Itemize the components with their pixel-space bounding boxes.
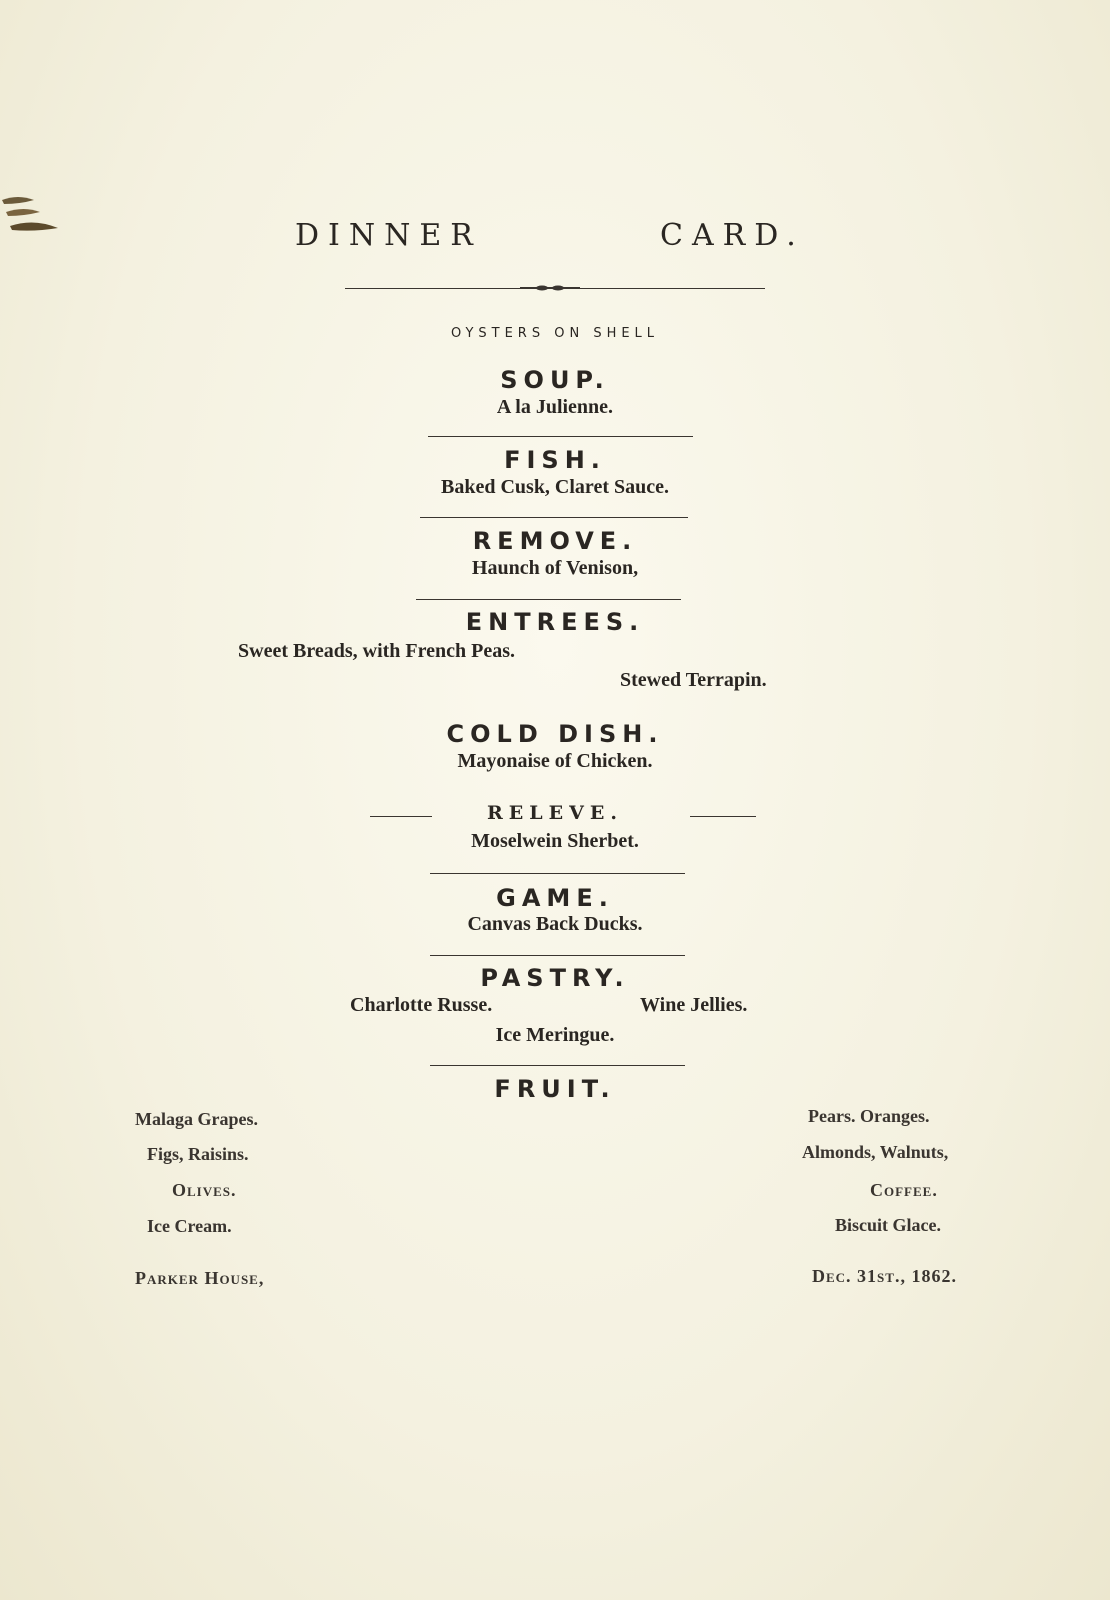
dish-venison: Haunch of Venison, (471, 557, 639, 579)
heading-releve: RELEVE. (487, 802, 623, 824)
title-rule-ornament (520, 283, 580, 293)
rule-game (430, 955, 685, 956)
heading-fruit: FRUIT. (494, 1075, 616, 1103)
title-dinner: DINNER (295, 218, 482, 253)
rule-releve-right (690, 816, 756, 817)
heading-game: GAME. (496, 884, 614, 912)
fruit-left-1: Malaga Grapes. (135, 1109, 258, 1129)
dish-cusk: Baked Cusk, Claret Sauce. (441, 476, 669, 498)
oysters-line: OYSTERS ON SHELL (450, 326, 660, 341)
fruit-right-3: Coffee. (870, 1180, 938, 1200)
heading-fish: FISH. (504, 446, 606, 474)
rule-soup (428, 436, 693, 437)
fruit-left-4: Ice Cream. (147, 1216, 232, 1236)
dish-wine-jellies: Wine Jellies. (640, 994, 748, 1016)
rule-fish (420, 517, 688, 518)
heading-entrees: ENTREES. (465, 608, 645, 636)
rule-remove (416, 599, 681, 600)
title-card: CARD. (660, 218, 805, 253)
fruit-left-2: Figs, Raisins. (147, 1144, 249, 1164)
fruit-right-2: Almonds, Walnuts, (802, 1142, 949, 1162)
dish-sherbet: Moselwein Sherbet. (471, 830, 639, 852)
fruit-right-1: Pears. Oranges. (808, 1106, 930, 1126)
rule-pastry (430, 1065, 685, 1066)
dish-meringue: Ice Meringue. (495, 1024, 615, 1046)
heading-pastry: PASTRY. (480, 964, 630, 992)
heading-remove: REMOVE. (472, 527, 638, 555)
fruit-right-4: Biscuit Glace. (835, 1215, 941, 1235)
dish-julienne: A la Julienne. (496, 396, 614, 418)
dish-charlotte-russe: Charlotte Russe. (350, 994, 493, 1016)
fruit-left-3: Olives. (172, 1180, 237, 1200)
dish-sweet-breads: Sweet Breads, with French Peas. (238, 640, 516, 662)
footer-place: Parker House, (135, 1268, 265, 1288)
rule-releve (430, 873, 685, 874)
footer-date: Dec. 31st., 1862. (812, 1266, 957, 1286)
dish-terrapin: Stewed Terrapin. (620, 669, 767, 691)
dish-ducks: Canvas Back Ducks. (467, 913, 643, 935)
left-edge-ornament (0, 192, 60, 242)
heading-soup: SOUP. (500, 366, 610, 394)
heading-cold-dish: COLD DISH. (446, 720, 664, 748)
dish-chicken: Mayonaise of Chicken. (457, 750, 653, 772)
